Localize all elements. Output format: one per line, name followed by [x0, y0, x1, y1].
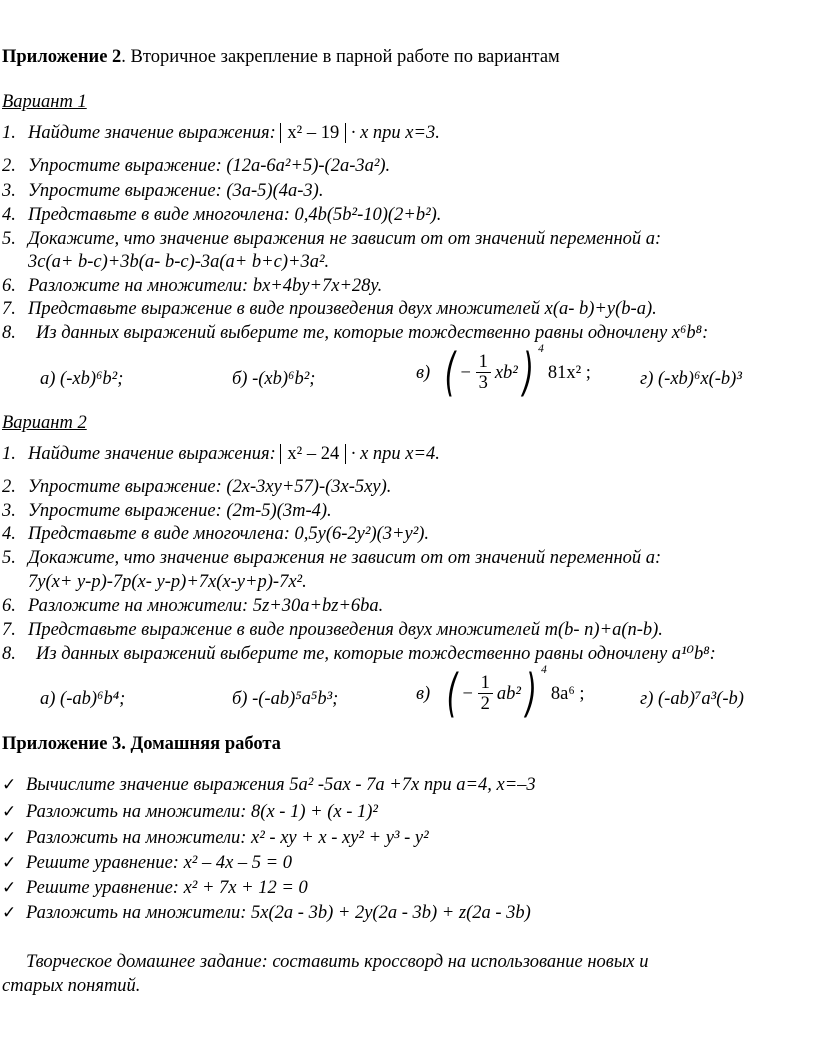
- v1-item-1: 1. Найдите значение выражения: x² – 19 · x при x=3.: [2, 123, 440, 143]
- v1-item-5: 5. Докажите, что значение выражения не зависит от от значений переменной а:: [2, 229, 662, 249]
- v1-option-v: в) ( − $\frac{1}{3}$ xb²) $^4$81x² ;: [416, 343, 591, 403]
- appendix-2-title: . Вторичное закрепление в парной работе по вариантам: [121, 47, 560, 67]
- v2-item-7: 7. Представьте выражение в виде произведения двух множителей m(b- n)+a(n-b).: [2, 620, 663, 640]
- v1-abs-expression: x² – 19: [280, 123, 346, 143]
- check-icon: ✓: [2, 853, 17, 873]
- v1-item-3: 3. Упростите выражение: (3a-5)(4a-3).: [2, 181, 324, 201]
- variant-1-title: Вариант 1: [2, 92, 87, 112]
- appendix-3-heading: [2, 735, 281, 754]
- v2-option-v: в) ( − $\frac{1}{2}$ ab²) $^4$8a⁶ ;: [416, 664, 585, 724]
- variant-2-title: Вариант 2: [2, 413, 87, 433]
- v1-fraction: $\frac{1}{3}$: [476, 352, 491, 395]
- v1-option-a: а) (-xb)⁶b²;: [40, 369, 124, 389]
- appendix-3-title: . Домашняя работа: [121, 734, 281, 754]
- v1-item-2: 2. Упростите выражение: (12a-6a²+5)-(2a-3a²).: [2, 156, 391, 176]
- homework-item-6: ✓ Разложить на множители: 5x(2a - 3b) + 2y(2a - 3b) + z(2a - 3b): [2, 903, 531, 923]
- appendix-3-label: Приложение 3: [2, 734, 122, 754]
- homework-item-2: ✓ Разложить на множители: 8(x - 1) + (x - 1)²: [2, 802, 378, 822]
- homework-item-4: ✓ Решите уравнение: x² – 4x – 5 = 0: [2, 853, 293, 873]
- homework-item-1: ✓ Вычислите значение выражения 5a² -5ax - 7a +7x при a=4, x=–3: [2, 775, 536, 795]
- appendix-2-label: Приложение 2: [2, 47, 122, 67]
- v2-item-6: 6. Разложите на множители: 5z+30a+bz+6ba.: [2, 596, 384, 616]
- v2-option-g: г) (-ab)⁷a³(-b): [640, 689, 744, 709]
- check-icon: ✓: [2, 775, 17, 795]
- check-icon: ✓: [2, 878, 17, 898]
- v1-item-7: 7. Представьте выражение в виде произведения двух множителей x(a- b)+y(b-a).: [2, 299, 657, 319]
- v2-option-b: б) -(-ab)⁵a⁵b³;: [232, 689, 339, 709]
- v2-item-8: 8. Из данных выражений выберите те, которые тождественно равны одночлену a¹⁰b⁸:: [2, 644, 716, 664]
- v2-item-2: 2. Упростите выражение: (2x-3xy+57)-(3x-5xy).: [2, 477, 392, 497]
- v1-item-5-expression: 3c(a+ b-c)+3b(a- b-c)-3a(a+ b+c)+3a².: [28, 252, 330, 272]
- v1-option-b: б) -(xb)⁶b²;: [232, 369, 316, 389]
- check-icon: ✓: [2, 802, 17, 822]
- v2-item-4: 4. Представьте в виде многочлена: 0,5y(6-2y²)(3+y²).: [2, 524, 430, 544]
- v1-item-6: 6. Разложите на множители: bx+4by+7x+28y.: [2, 276, 383, 296]
- v2-item-5-expression: 7y(x+ y-p)-7p(x- y-p)+7x(x-y+p)-7x².: [28, 572, 307, 592]
- v1-option-g: г) (-xb)⁶x(-b)³: [640, 369, 742, 389]
- v2-item-3: 3. Упростите выражение: (2m-5)(3m-4).: [2, 501, 332, 521]
- homework-item-5: ✓ Решите уравнение: x² + 7x + 12 = 0: [2, 878, 308, 898]
- appendix-2-heading: [2, 48, 560, 67]
- creative-task-line-1: Творческое домашнее задание: составить кроссворд на использование новых и: [26, 952, 649, 972]
- v2-item-1: 1. Найдите значение выражения: x² – 24 · x при x=4.: [2, 444, 440, 464]
- homework-item-3: ✓ Разложить на множители: x² - xy + x - xy² + y³ - y²: [2, 828, 429, 848]
- v2-item-5: 5. Докажите, что значение выражения не зависит от от значений переменной а:: [2, 548, 662, 568]
- v2-fraction: $\frac{1}{2}$: [478, 673, 493, 716]
- check-icon: ✓: [2, 903, 17, 923]
- v1-item-4: 4. Представьте в виде многочлена: 0,4b(5b²-10)(2+b²).: [2, 205, 442, 225]
- check-icon: ✓: [2, 828, 17, 848]
- creative-task-line-2: старых понятий.: [2, 976, 141, 996]
- v1-item-8: 8. Из данных выражений выберите те, которые тождественно равны одночлену x⁶b⁸:: [2, 323, 709, 343]
- v2-abs-expression: x² – 24: [280, 444, 346, 464]
- v2-option-a: а) (-ab)⁶b⁴;: [40, 689, 126, 709]
